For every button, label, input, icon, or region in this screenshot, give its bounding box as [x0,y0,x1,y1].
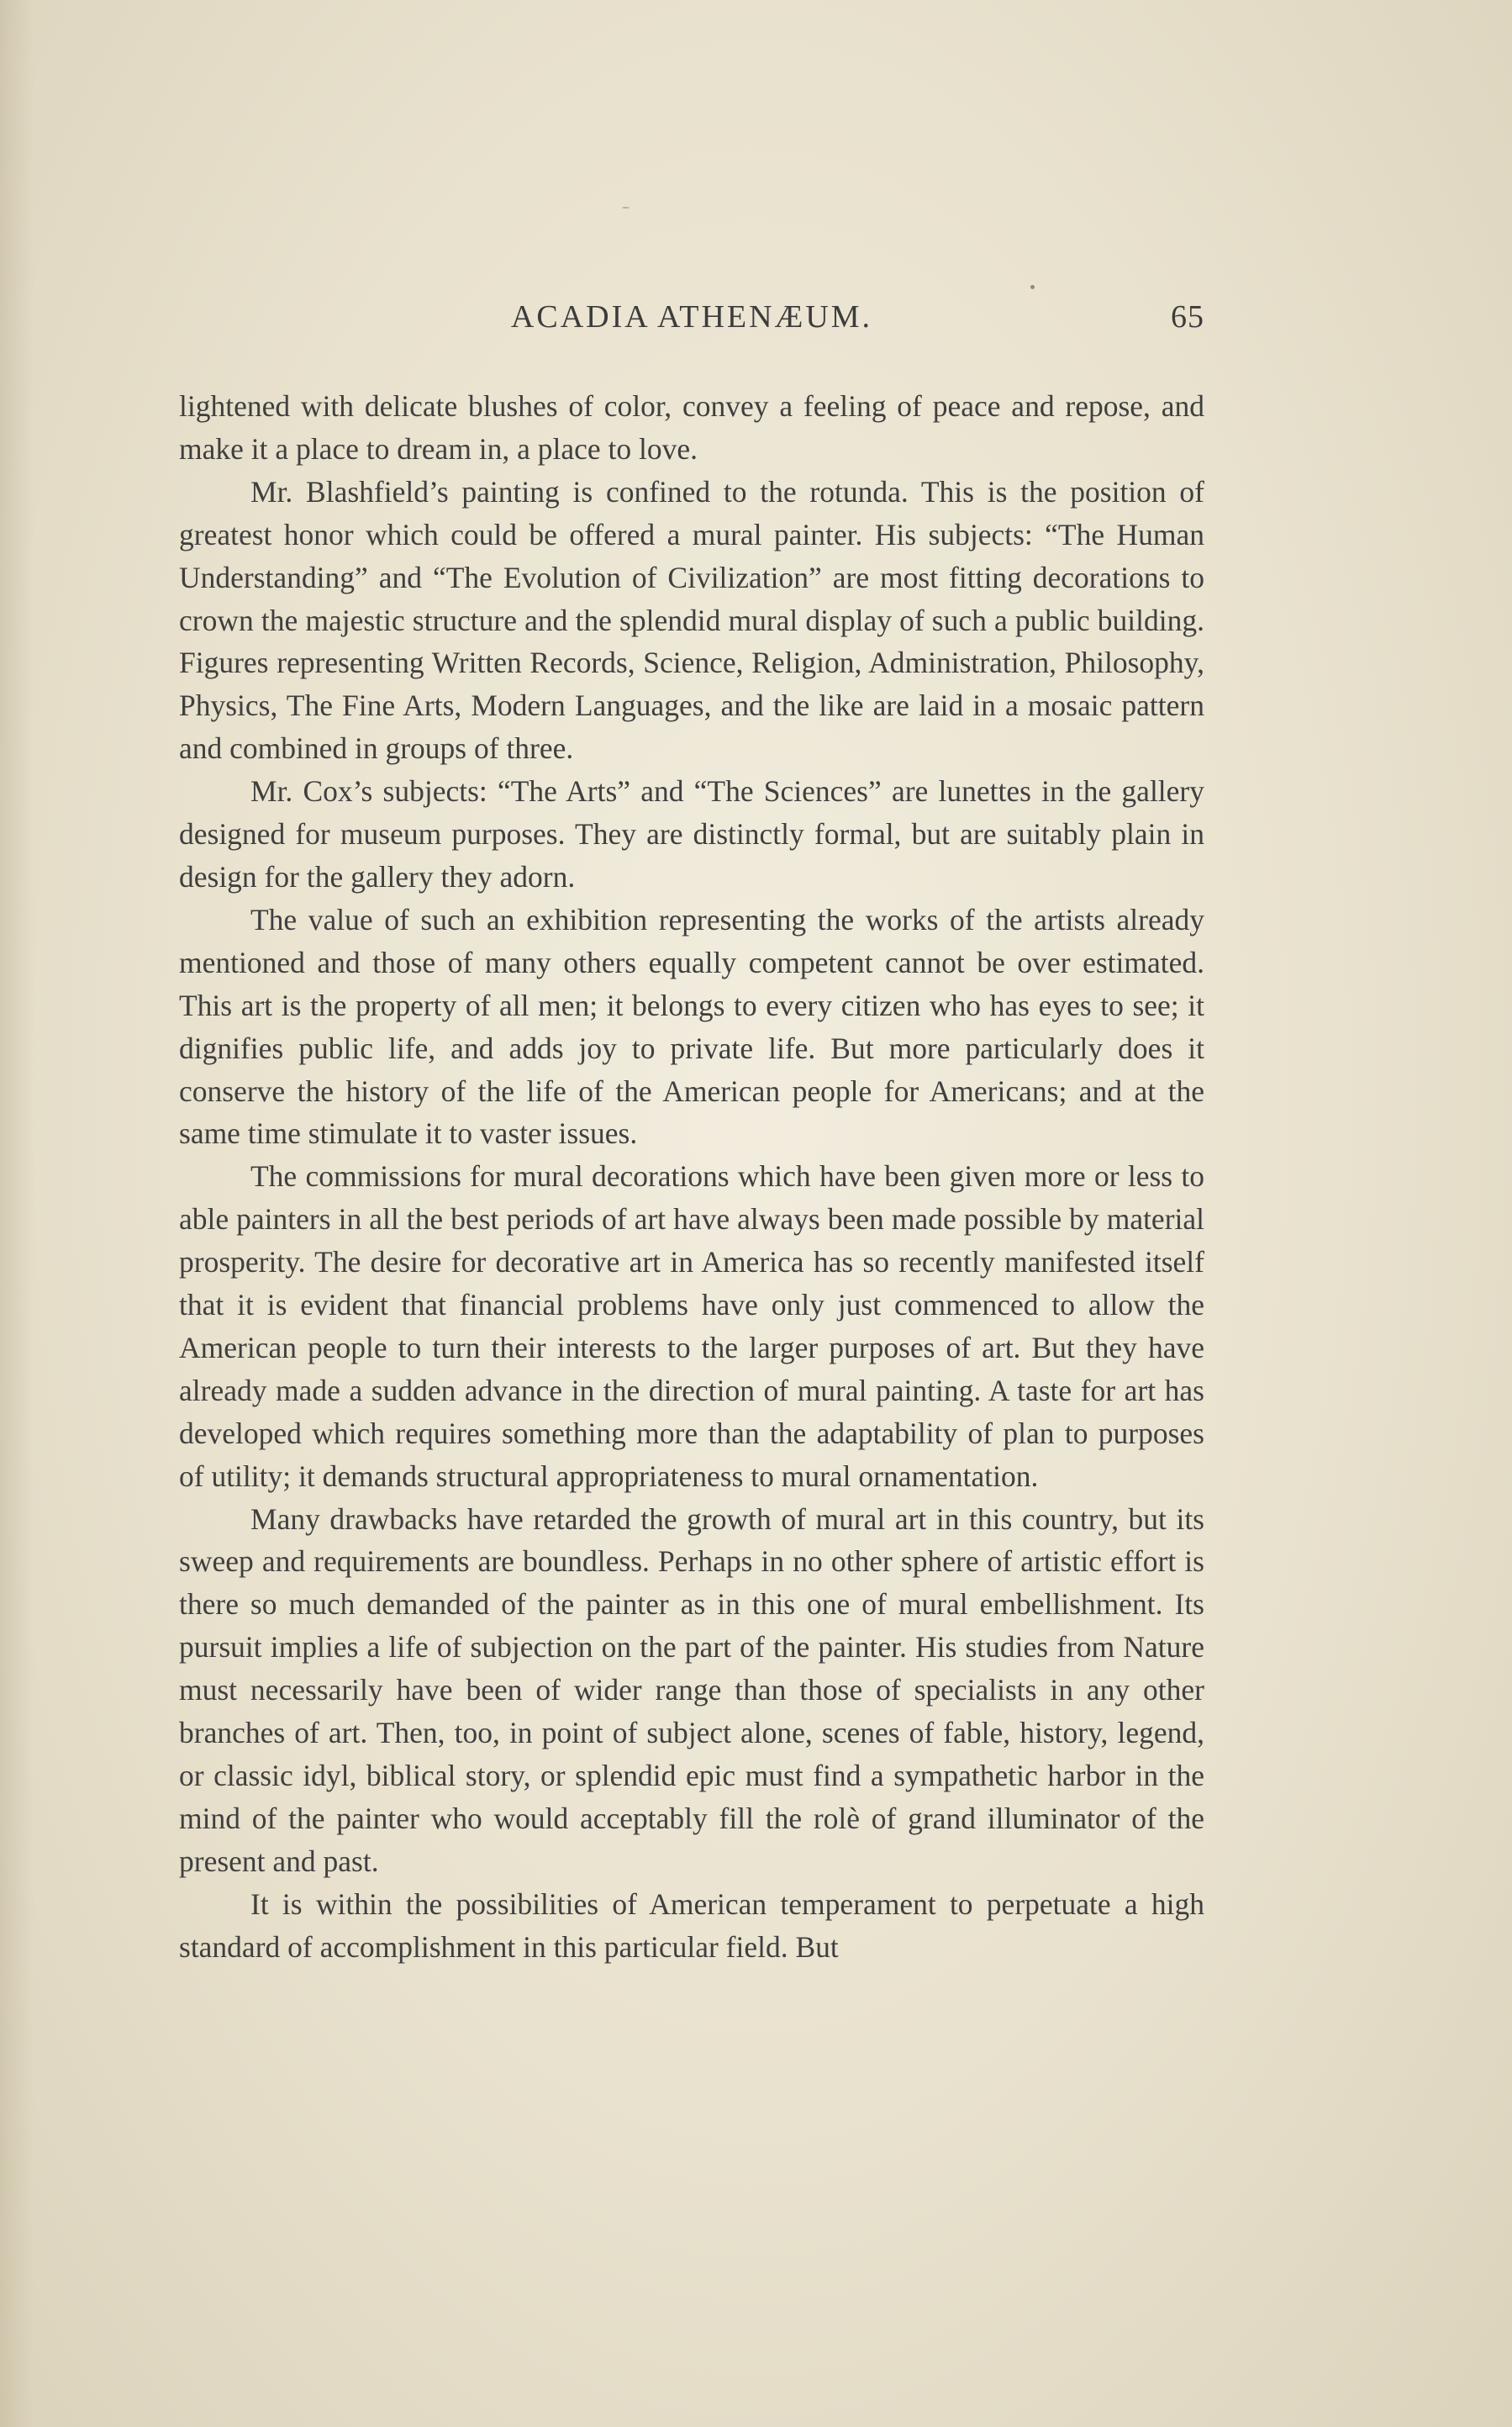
paragraph-drawbacks: Many drawbacks have retarded the growth of mural art in this country, but its sweep and requirements are boundless. Perhaps in no other sphere of artistic effort is there so much demanded of the painter as in this one of mural embellishment. Its pursuit implies a life of subjection on the part of the painter. His studies from Nature must necessarily have been of wider range than those of specialists in any other branches of art. Then, too, in point of subject alone, scenes of fable, history, legend, or classic idyl, biblical story, or splendid epic must find a sympathetic harbor in the mind of the painter who would acceptably fill the rolè of grand illuminator of the present and past. [179,1501,1204,1878]
body-text [179,385,1204,1969]
paper-speck [622,207,630,208]
running-title: ACADIA ATHENÆUM. [510,299,873,335]
page-number: 65 [1171,299,1204,335]
paragraph-commissions: The commissions for mural decorations which have been given more or less to able painters in all the best periods of art have always been made possible by material prosperity. The desire for decorative art in America has so recently manifested itself that it is evident that financial problems have only just commenced to allow the American people to turn their interests to the larger purposes of art. But they have already made a sudden advance in the direction of mural painting. A taste for art has developed which requires something more than the adaptability of plan to purposes of utility; it demands structural appropriateness to mural ornamentation. [179,1159,1204,1493]
paper-speck [1030,285,1035,289]
paragraph-cox: Mr. Cox’s subjects: “The Arts” and “The Sciences” are lunettes in the gallery designed for museum purposes. They are distinctly formal, but are suitably plain in design for the gallery they adorn. [179,774,1204,894]
page-edge-shadow [0,0,34,2427]
running-head [179,298,1204,349]
paragraph-continuation: lightened with delicate blushes of color, convey a feeling of peace and repose, and make it a place to dream in, a place to love. [179,389,1204,466]
paragraph-american-temperament: It is within the possibilities of American temperament to perpetuate a high standard of accomplishment in this particular field. But [179,1886,1204,1964]
paragraph-blashfield: Mr. Blashfield’s painting is confined to the rotunda. This is the position of greatest honor which could be offered a mural painter. His subjects: “The Human Understanding” and “The Evolution of Civilization” are most fitting decorations to crown the majestic structure and the splendid mural display of such a public building. Figures representing Written Records, Science, Religion, Administration, Philosophy, Physics, The Fine Arts, Modern Languages, and the like are laid in a mosaic pattern and combined in groups of three. [179,474,1204,766]
paragraph-value-of-exhibition: The value of such an exhibition representing the works of the artists already mentioned and those of many others equally competent cannot be over estimated. This art is the property of all men; it belongs to every citizen who has eyes to see; it dignifies public life, and adds joy to private life. But more particularly does it conserve the history of the life of the American people for Americans; and at the same time stimulate it to vaster issues. [179,902,1204,1151]
